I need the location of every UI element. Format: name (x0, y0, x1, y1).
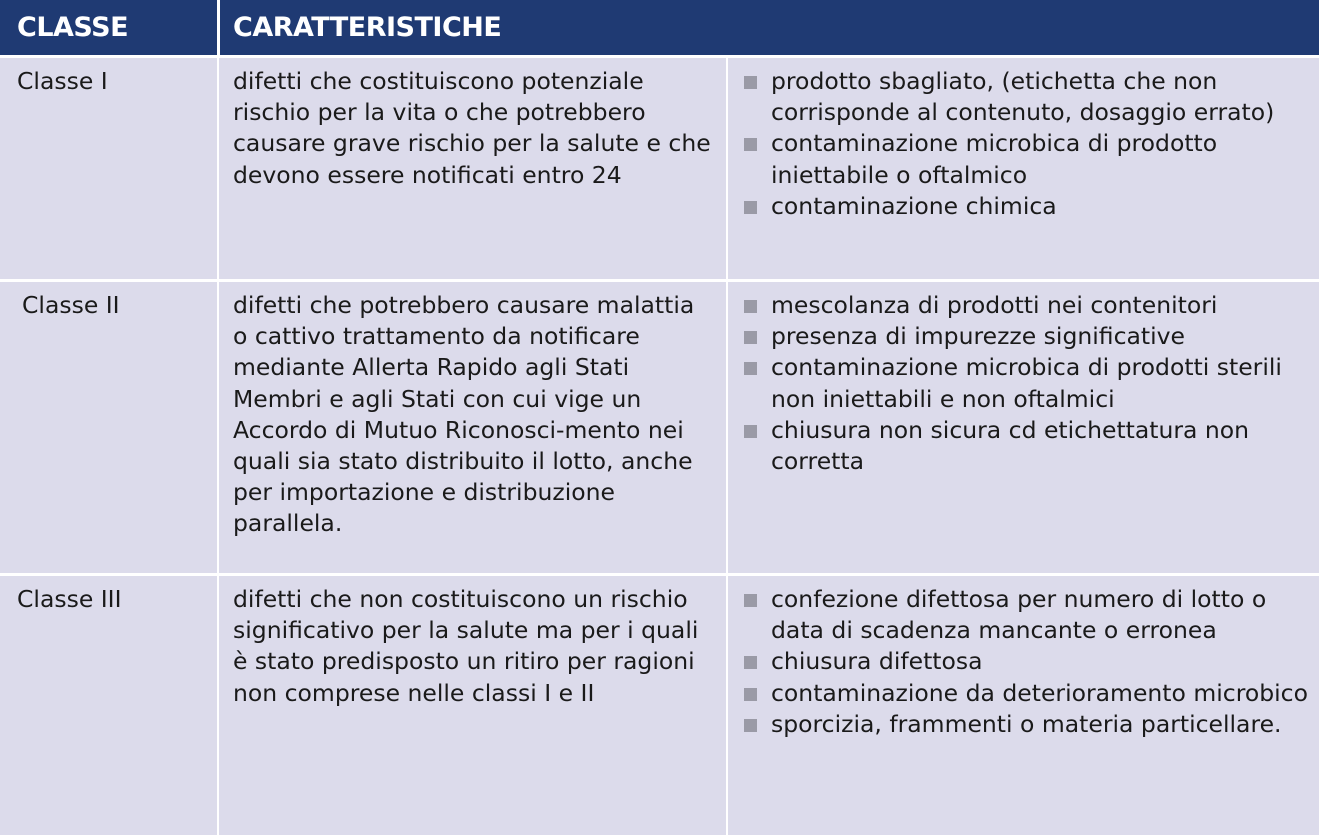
class-description: difetti che potrebbero causare malattia o cattivo trattamento da notificare mediante Allerta Rapido agli Stati Membri e agli Stati con cui vige un Accordo di Mutuo Riconosci-mento nei quali sia stato distribuito il lotto, anche per importazione e distribuzione parallela. (233, 291, 695, 538)
example-text: prodotto sbagliato, (etichetta che non corrisponde al contenuto, dosaggio errato) (771, 67, 1275, 127)
list-item (744, 191, 1314, 222)
class-label: Classe II (22, 291, 120, 319)
column-divider (217, 58, 219, 279)
example-text: contaminazione microbica di prodotti sterili non iniettabili e non oftalmici (771, 353, 1282, 413)
column-divider (726, 58, 728, 279)
bullet-square-icon (744, 425, 757, 438)
bullet-square-icon (744, 331, 757, 344)
list-item (744, 584, 1314, 646)
example-text: mescolanza di prodotti nei contenitori (771, 291, 1218, 319)
bullet-square-icon (744, 688, 757, 701)
column-divider (217, 282, 219, 573)
list-item (744, 352, 1314, 414)
example-text: chiusura non sicura cd etichettatura non corretta (771, 415, 1250, 476)
example-text: contaminazione microbica di prodotto iniettabile o oftalmico (771, 129, 1218, 189)
column-divider (726, 576, 728, 835)
list-item (744, 66, 1314, 128)
class-label: Classe I (17, 67, 108, 95)
bullet-square-icon (744, 362, 757, 375)
example-text: contaminazione chimica (771, 191, 1057, 220)
examples-list (744, 290, 1314, 477)
example-text: confezione difettosa per numero di lotto o data di scadenza mancante o erronea (771, 585, 1267, 645)
example-text: contaminazione da deterioramento microbico (771, 678, 1308, 707)
table-header (0, 0, 1319, 55)
bullet-square-icon (744, 138, 757, 151)
examples-list (744, 584, 1314, 740)
bullet-square-icon (744, 201, 757, 214)
list-item (744, 128, 1314, 190)
header-classe: CLASSE (17, 12, 129, 43)
example-text: sporcizia, frammenti o materia particellare. (771, 709, 1282, 738)
bullet-square-icon (744, 594, 757, 607)
list-item (744, 415, 1314, 477)
bullet-square-icon (744, 300, 757, 313)
list-item (744, 709, 1314, 740)
class-description: difetti che non costituiscono un rischio significativo per la salute ma per i quali è stato predisposto un ritiro per ragioni non comprese nelle classi I e II (233, 585, 699, 707)
header-divider (217, 0, 220, 55)
column-divider (726, 282, 728, 573)
list-item (744, 646, 1314, 677)
list-item (744, 678, 1314, 709)
list-item (744, 290, 1314, 321)
class-description: difetti che costituiscono potenziale rischio per la vita o che potrebbero causare grave rischio per la salute e che devono essere notificati entro 24 (233, 67, 711, 189)
bullet-square-icon (744, 656, 757, 669)
example-text: presenza di impurezze significative (771, 322, 1186, 351)
bullet-square-icon (744, 719, 757, 732)
class-label: Classe III (17, 585, 122, 613)
list-item (744, 321, 1314, 352)
table-row (0, 573, 1319, 835)
table-row (0, 279, 1319, 573)
example-text: chiusura difettosa (771, 647, 983, 676)
header-caratteristiche: CARATTERISTICHE (233, 12, 502, 43)
table-row (0, 55, 1319, 279)
column-divider (217, 576, 219, 835)
examples-list (744, 66, 1314, 222)
bullet-square-icon (744, 76, 757, 89)
